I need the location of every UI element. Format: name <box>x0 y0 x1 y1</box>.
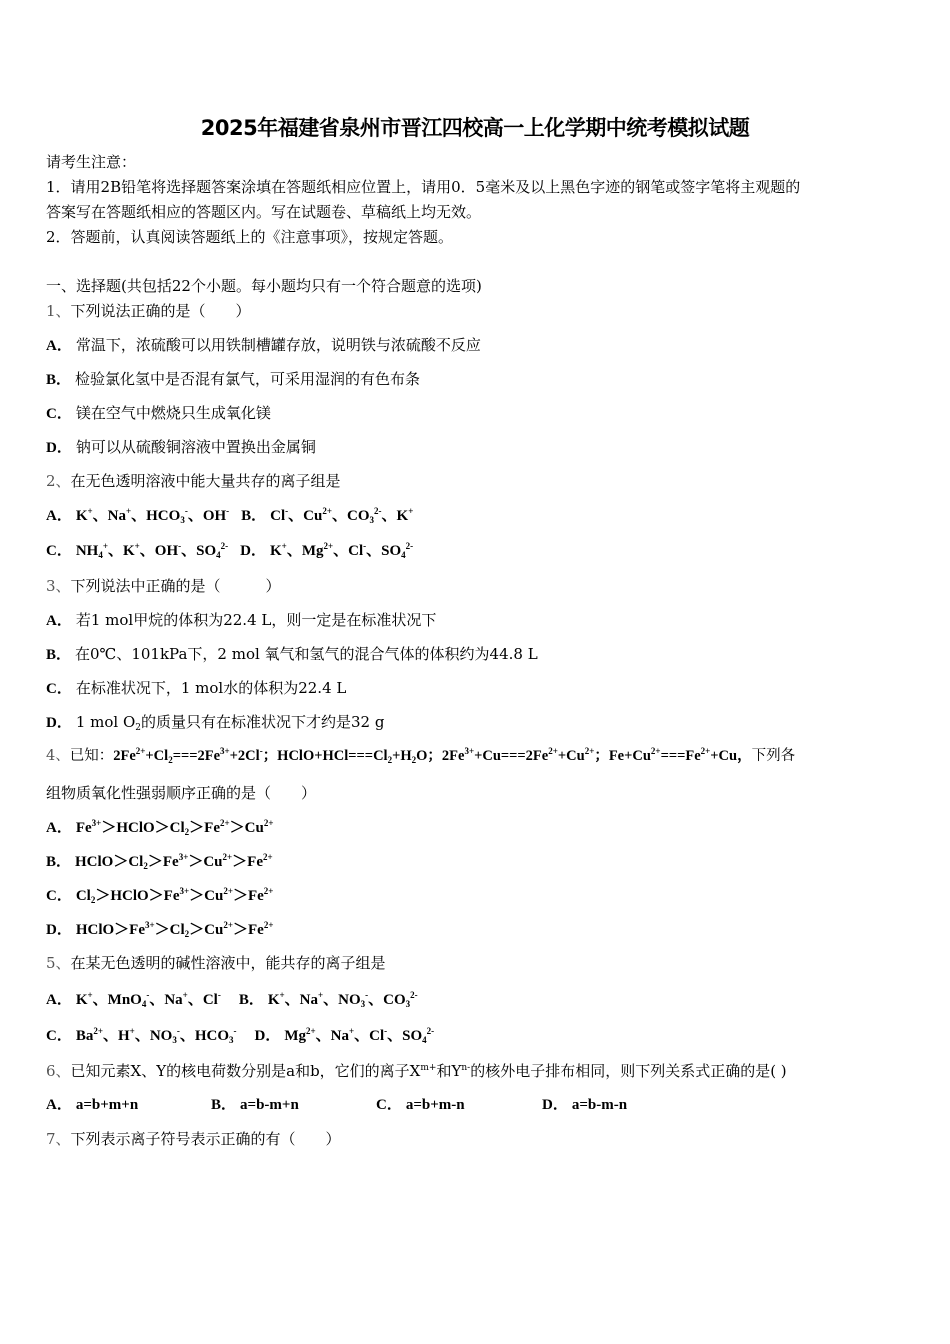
question-number: 1、 <box>46 302 71 320</box>
question-text: 在无色透明溶液中能大量共存的离子组是 <box>70 472 341 490</box>
option-label: A． <box>46 338 72 354</box>
question-4-option-b <box>46 851 273 872</box>
question-2-options-row-1 <box>46 505 413 526</box>
option-text: a=b+m+n <box>75 1097 139 1113</box>
question-1-option-d <box>46 437 316 458</box>
question-number: 7、 <box>46 1130 71 1148</box>
option-text: 常温下，浓硫酸可以用铁制槽罐存放，说明铁与浓硫酸不反应 <box>75 336 481 354</box>
option-d-formula: K+、$Mg^{2+}$、Cl-、$SO_4^{2-}$ <box>270 541 414 560</box>
option-text: 1 mol $O_2$的质量只有在标准状况下才约是32 g <box>75 713 385 733</box>
question-2-stem <box>46 471 341 491</box>
page-title: 2025年福建省泉州市晋江四校高一上化学期中统考模拟试题 <box>200 116 750 140</box>
option-formula: $HClO>Fe^{3+}>Cl_2>Cu^{2+}>Fe^{2+}$ <box>75 920 274 939</box>
option-label: B． <box>46 854 72 870</box>
option-formula: $Cl_2>HClO>Fe^{3+}>Cu^{2+}>Fe^{2+}$ <box>75 886 274 905</box>
option-label: D． <box>240 543 266 559</box>
option-text: 在标准状况下，1 mol水的体积为22.4 L <box>75 679 347 697</box>
question-text: 在某无色透明的碱性溶液中，能共存的离子组是 <box>70 954 386 972</box>
option-label: A． <box>46 820 72 836</box>
option-label: B． <box>211 1097 237 1113</box>
question-6-option-d <box>542 1095 627 1115</box>
question-number: 4、 <box>46 748 70 764</box>
option-label: C． <box>46 406 72 422</box>
option-label: D． <box>46 715 72 731</box>
question-4-option-a <box>46 817 273 838</box>
option-text: a=b-m+n <box>240 1097 299 1113</box>
question-3-option-c <box>46 678 346 699</box>
question-3-option-d <box>46 712 384 733</box>
option-text: a=b-m-n <box>571 1097 628 1113</box>
question-2-options-row-2 <box>46 540 413 561</box>
option-a-formula: K+、Na+、$HCO_3^-$、OH- <box>75 506 230 525</box>
option-b-formula: Cl-、$Cu^{2+}$、$CO_3^{2-}$、K+ <box>270 506 414 525</box>
notice-item-1-cont: 答案写在答题纸相应的答题区内。写在试题卷、草稿纸上均无效。 <box>46 203 482 221</box>
question-number: 2、 <box>46 472 71 490</box>
question-7-stem <box>46 1129 341 1149</box>
option-label: B． <box>46 372 72 388</box>
question-text: 下列说法中正确的是（ ） <box>70 577 281 595</box>
option-text: a=b+m-n <box>405 1097 465 1113</box>
reaction-equations: $2Fe^{2+}+Cl_2===2Fe^{3+}+2Cl^-$；$HClO+HCl===Cl_2+H_2O$；$2Fe^{3+}+Cu===2Fe^{2+}+Cu^{2+}$；$Fe+Cu^{2+}===Fe^{2+}+Cu$， <box>113 746 752 765</box>
option-text: 检验氯化氢中是否混有氯气，可采用湿润的有色布条 <box>75 370 421 388</box>
option-text: 镁在空气中燃烧只生成氧化镁 <box>75 404 271 422</box>
question-6-option-b <box>211 1095 299 1115</box>
option-label: C． <box>46 1028 72 1044</box>
question-6-options <box>46 1095 906 1115</box>
question-1-option-a <box>46 335 481 356</box>
option-label: D． <box>254 1028 281 1044</box>
question-3-option-b <box>46 644 538 665</box>
option-c-formula: $Ba^{2+}$、H+、$NO_3^-$、$HCO_3^-$ <box>75 1026 237 1045</box>
question-text: 已知元素X、Y的核电荷数分别是a和b，它们的离子$X^{m+}$和$Y^{n-}$的核外电子排布相同，则下列关系式正确的是( ) <box>70 1062 787 1080</box>
option-formula: $Fe^{3+}>HClO>Cl_2>Fe^{2+}>Cu^{2+}$ <box>75 818 274 837</box>
option-text: 在0℃、101kPa下，2 mol 氧气和氢气的混合气体的体积约为44.8 L <box>75 645 538 663</box>
option-label: D． <box>46 922 72 938</box>
notice-item-1: 1．请用2B铅笔将选择题答案涂填在答题纸相应位置上，请用0．5毫米及以上黑色字迹的钢笔或签字笔将主观题的 <box>46 178 801 196</box>
option-formula: $HClO>Cl_2>Fe^{3+}>Cu^{2+}>Fe^{2+}$ <box>75 852 273 871</box>
question-number: 3、 <box>46 577 71 595</box>
option-label: B． <box>241 508 267 524</box>
option-label: C． <box>46 888 72 904</box>
question-5-stem <box>46 953 386 973</box>
question-4-stem-line-2: 组物质氧化性强弱顺序正确的是（ ） <box>46 784 317 802</box>
option-label: A． <box>46 508 72 524</box>
question-5-options-row-1 <box>46 989 418 1010</box>
option-label: C． <box>376 1097 402 1113</box>
notice-heading: 请考生注意： <box>46 153 137 171</box>
notice-item-2: 2．答题前，认真阅读答题纸上的《注意事项》，按规定答题。 <box>46 228 454 246</box>
section-heading: 一、选择题(共包括22个小题。每小题均只有一个符合题意的选项) <box>46 277 482 295</box>
option-text: 若1 mol甲烷的体积为22.4 L，则一定是在标准状况下 <box>75 611 437 629</box>
question-number: 6、 <box>46 1062 71 1080</box>
option-text: 钠可以从硫酸铜溶液中置换出金属铜 <box>75 438 316 456</box>
option-label: B． <box>238 992 264 1008</box>
question-number: 5、 <box>46 954 71 972</box>
question-text-tail: 下列各 <box>751 748 796 764</box>
option-label: D． <box>46 440 72 456</box>
question-3-stem <box>46 576 281 596</box>
question-text-prefix: 已知： <box>69 748 114 764</box>
option-d-formula: $Mg^{2+}$、Na+、Cl-、$SO_4^{2-}$ <box>284 1026 435 1045</box>
option-label: C． <box>46 543 72 559</box>
question-4-option-c <box>46 885 273 906</box>
question-4-stem <box>46 746 795 766</box>
question-1-option-c <box>46 403 271 424</box>
question-1-option-b <box>46 369 420 390</box>
option-label: B． <box>46 647 72 663</box>
question-6-option-a <box>46 1095 138 1115</box>
option-c-formula: $NH_4^+$、K+、OH-、$SO_4^{2-}$ <box>75 541 229 560</box>
question-4-option-d <box>46 919 273 940</box>
question-6-option-c <box>376 1095 465 1115</box>
option-label: C． <box>46 681 72 697</box>
question-5-options-row-2 <box>46 1025 434 1046</box>
option-label: A． <box>46 992 72 1008</box>
option-b-formula: K+、Na+、$NO_3^-$、$CO_3^{2-}$ <box>267 990 418 1009</box>
question-text: 下列表示离子符号表示正确的有（ ） <box>70 1130 341 1148</box>
question-3-option-a <box>46 610 436 631</box>
option-label: A． <box>46 1097 72 1113</box>
question-1-stem <box>46 301 251 321</box>
question-text: 下列说法正确的是（ ） <box>70 302 251 320</box>
option-a-formula: K+、MnO$_4$-、Na+、Cl- <box>75 990 221 1009</box>
option-label: D． <box>542 1097 568 1113</box>
option-label: A． <box>46 613 72 629</box>
question-6-stem <box>46 1061 787 1081</box>
